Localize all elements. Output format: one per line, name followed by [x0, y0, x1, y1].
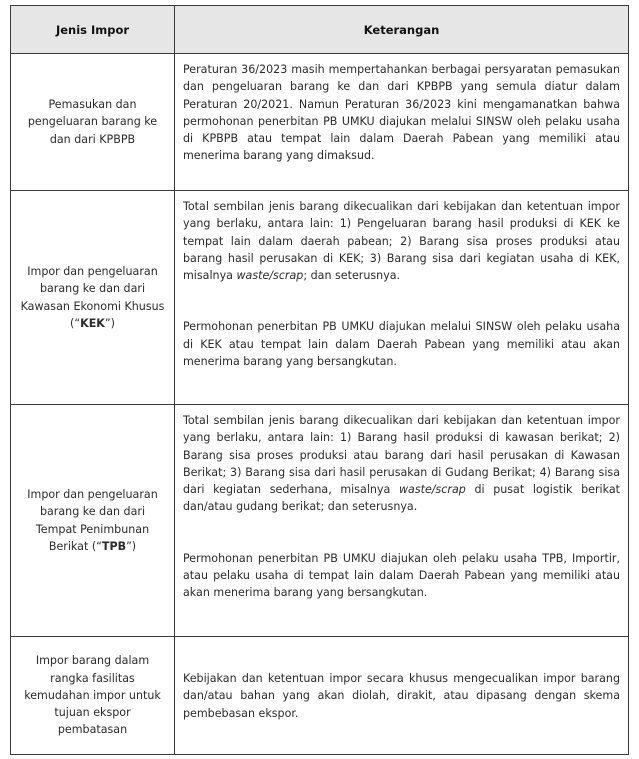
- jenis-impor-cell: Impor barang dalam rangka fasilitas kemudahan impor untuk tujuan ekspor pembatasan: [11, 637, 175, 755]
- paragraph-text-end: di pusat logistik berikat dan/atau gudang berikat; dan seterusnya.: [183, 483, 620, 514]
- waste-scrap-term: waste/scrap: [236, 269, 304, 283]
- keterangan-cell: [175, 54, 629, 191]
- jenis-impor-cell: [11, 191, 175, 405]
- paragraph-text-end: ; dan seterusnya.: [303, 269, 401, 283]
- keterangan-paragraph: [183, 198, 620, 284]
- keterangan-cell: [175, 405, 629, 637]
- jenis-impor-cell: [11, 405, 175, 637]
- header-jenis-impor: Jenis Impor: [11, 6, 175, 54]
- paragraph-text: Total sembilan jenis barang dikecualikan dari kebijakan dan ketentuan impor yang berlaku, antara lain: 1) Pengeluaran barang hasil produksi di KEK ke tempat lain dalam daerah pabean; 2) Barang sisa proses produksi atau barang hasil perusakan di KEK; 3) Barang sisa dari kegiatan usaha di KEK, misalnya: [183, 200, 620, 283]
- jenis-text-end: ”): [126, 539, 137, 553]
- jenis-text: Impor dan pengeluaran barang ke dan dari Kawasan Ekonomi Khusus (“: [20, 264, 165, 330]
- import-exceptions-table: [10, 5, 629, 755]
- keterangan-paragraph: Peraturan 36/2023 masih mempertahankan berbagai persyaratan pemasukan dan pengeluaran barang ke dan dari KPBPB yang semula diatur dalam Peraturan 20/2021. Namun Peraturan 36/2023 kini mengamanatkan bahwa permohonan penerbitan PB UMKU diajukan melalui SINSW oleh pelaku usaha di KPBPB atau tempat lain dalam Daerah Pabean yang memiliki atau menerima barang yang dimaksud.: [183, 63, 620, 163]
- jenis-abbrev: KEK: [80, 316, 105, 330]
- table-row: [11, 54, 629, 191]
- table-row: [11, 637, 629, 755]
- keterangan-cell: [175, 637, 629, 755]
- jenis-text-end: ”): [104, 316, 115, 330]
- table-header-row: [11, 6, 629, 54]
- jenis-impor-cell: Pemasukan dan pengeluaran barang ke dan dari KPBPB: [11, 54, 175, 191]
- keterangan-paragraph: Permohonan penerbitan PB UMKU diajukan melalui SINSW oleh pelaku usaha di KEK atau tempat lain dalam Daerah Pabean yang memiliki atau akan menerima barang yang bersangkutan.: [183, 320, 620, 369]
- keterangan-paragraph: Permohonan penerbitan PB UMKU diajukan oleh pelaku usaha TPB, Importir, atau pelaku usaha di tempat lain dalam Daerah Pabean yang memiliki atau akan menerima barang yang bersangkutan.: [183, 551, 620, 600]
- table-row: [11, 191, 629, 405]
- waste-scrap-term: waste/scrap: [398, 483, 466, 497]
- header-keterangan: Keterangan: [175, 6, 629, 54]
- jenis-abbrev: TPB: [101, 539, 127, 553]
- keterangan-paragraph: Kebijakan dan ketentuan impor secara khusus mengecualikan impor barang dan/atau bahan yang akan diolah, dirakit, atau dipasang dengan skema pembebasan ekspor.: [183, 672, 620, 720]
- table-row: [11, 405, 629, 637]
- paragraph-text: Total sembilan jenis barang dikecualikan dari kebijakan dan ketentuan impor yang berlaku, antara lain: 1) Barang hasil produksi di kawasan berikat; 2) Barang sisa proses produksi atau barang dari hasil perusakan di Kawasan Berikat; 3) Barang sisa dari hasil perusakan di Gudang Berikat; 4) Barang sisa dari kegiatan sederhana, misalnya: [183, 414, 620, 497]
- keterangan-paragraph: [183, 412, 620, 516]
- jenis-text: Impor dan pengeluaran barang ke dan dari Tempat Penimbunan Berikat (“: [27, 487, 158, 553]
- keterangan-cell: [175, 191, 629, 405]
